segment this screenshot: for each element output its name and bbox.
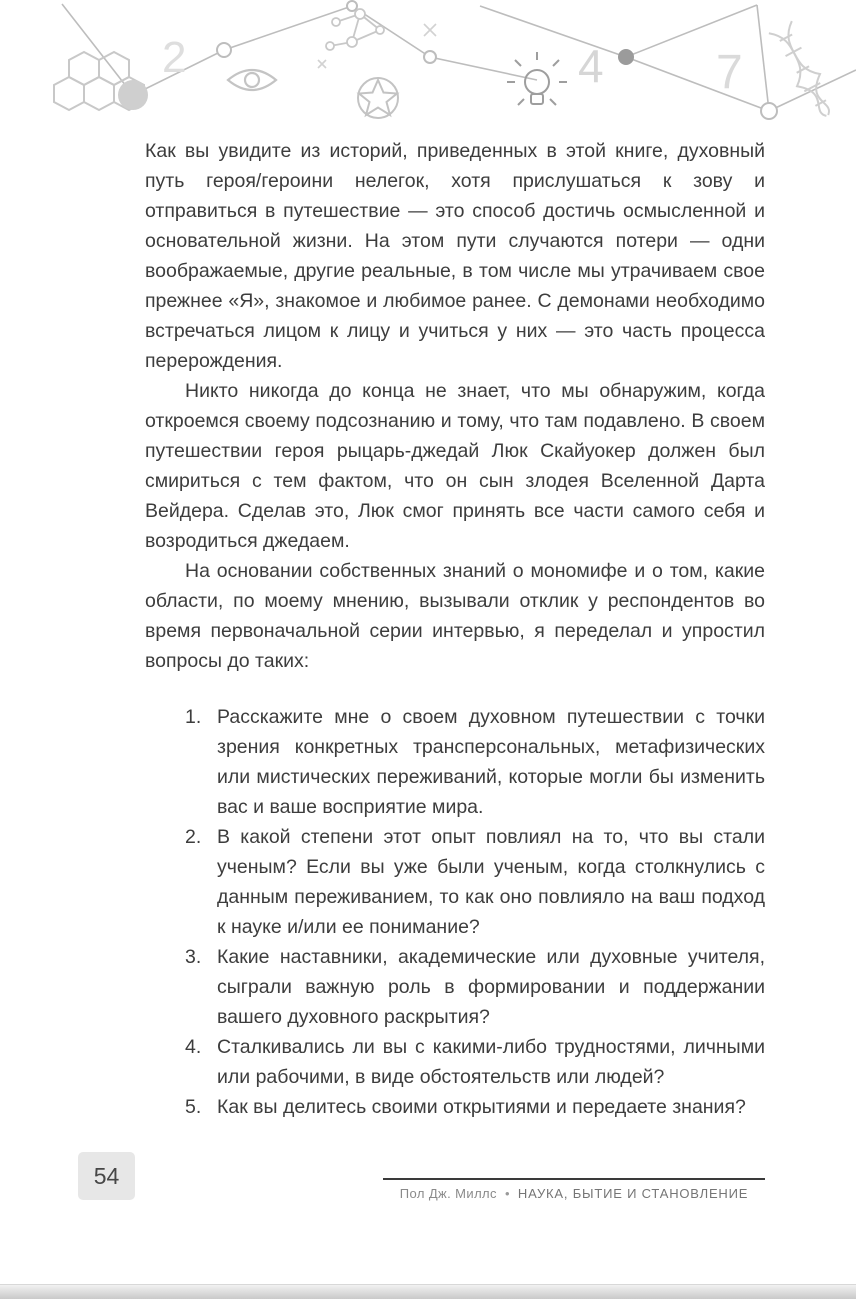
list-item [145, 942, 765, 1032]
faint-number-7: 7 [716, 46, 743, 99]
faint-number-2: 2 [162, 33, 187, 82]
list-item-text: В какой степени этот опыт повлиял на то, что вы стали ученым? Если вы уже были ученым, когда столкнулись с данным переживанием, то как оно повлияло на ваш подход к науке и/или ее понимание? [217, 826, 765, 938]
list-item [145, 702, 765, 822]
pentagram-icon [358, 78, 398, 118]
node-circle [347, 1, 357, 11]
node-filled-dark [618, 49, 634, 65]
molecule-icon [326, 9, 384, 50]
list-item-number: 4. [185, 1036, 202, 1058]
page-number-badge [78, 1152, 135, 1200]
list-item [145, 1032, 765, 1092]
footer-author: Пол Дж. Миллс [399, 1186, 497, 1201]
footer-book-title: НАУКА, БЫТИЕ И СТАНОВЛЕНИЕ [517, 1186, 749, 1201]
body-text [145, 136, 765, 1122]
list-item-text: Расскажите мне о своем духовном путешествии с точки зрения конкретных трансперсональных, метафизических или мистических переживаний, которые могли бы изменить вас и ваше восприятие мира. [217, 706, 765, 818]
footer-rule [383, 1178, 765, 1180]
node-circle [761, 103, 777, 119]
page-edge-strip [0, 1284, 856, 1299]
list-item-number: 3. [185, 946, 202, 968]
list-item-number: 5. [185, 1096, 202, 1118]
paragraph: На основании собственных знаний о мономифе и о том, какие области, по моему мнению, вызывали отклик у респондентов во время первоначальной серии интервью, я переделал и упростил вопросы до таких: [145, 560, 765, 672]
node-filled-light [118, 80, 148, 110]
node-circle [424, 51, 436, 63]
footer-credit [383, 1186, 765, 1201]
list-item-number: 1. [185, 706, 202, 728]
paragraph: Никто никогда до конца не знает, что мы обнаружим, когда откроемся своему подсознанию и тому, что там подавлено. В своем путешествии героя рыцарь-джедай Люк Скайуокер должен был смириться с тем фактом, что он сын злодея Вселенной Дарта Вейдера. Сделав это, Люк смог принять все части самого себя и возродиться джедаем. [145, 380, 765, 552]
header-decoration [0, 0, 856, 132]
faint-number-4: 4 [578, 40, 604, 92]
eye-icon [228, 70, 276, 90]
page-number: 54 [93, 1162, 120, 1189]
node-circle [217, 43, 231, 57]
footer-separator: • [504, 1186, 510, 1201]
list-item [145, 1092, 765, 1122]
paragraph: Как вы увидите из историй, приведенных в этой книге, духовный путь героя/героини нелегок, хотя прислушаться к зову и отправиться в путешествие — это способ достичь осмысленной и основательной жизни. На этом пути случаются потери — одни воображаемые, другие реальные, в том числе мы утрачиваем свое прежнее «Я», знакомое и любимое ранее. С демонами необходимо встречаться лицом к лицу и учиться у них — это часть процесса перерождения. [145, 140, 765, 372]
list-item-number: 2. [185, 826, 202, 848]
question-list [145, 702, 765, 1122]
list-item [145, 822, 765, 942]
lightbulb-icon [507, 52, 567, 105]
list-item-text: Какие наставники, академические или духовные учителя, сыграли важную роль в формировании и поддержании вашего духовного раскрытия? [217, 946, 765, 1028]
list-item-text: Как вы делитесь своими открытиями и передаете знания? [217, 1096, 746, 1118]
list-item-text: Сталкивались ли вы с какими-либо трудностями, личными или рабочими, в виде обстоятельств или людей? [217, 1036, 765, 1088]
